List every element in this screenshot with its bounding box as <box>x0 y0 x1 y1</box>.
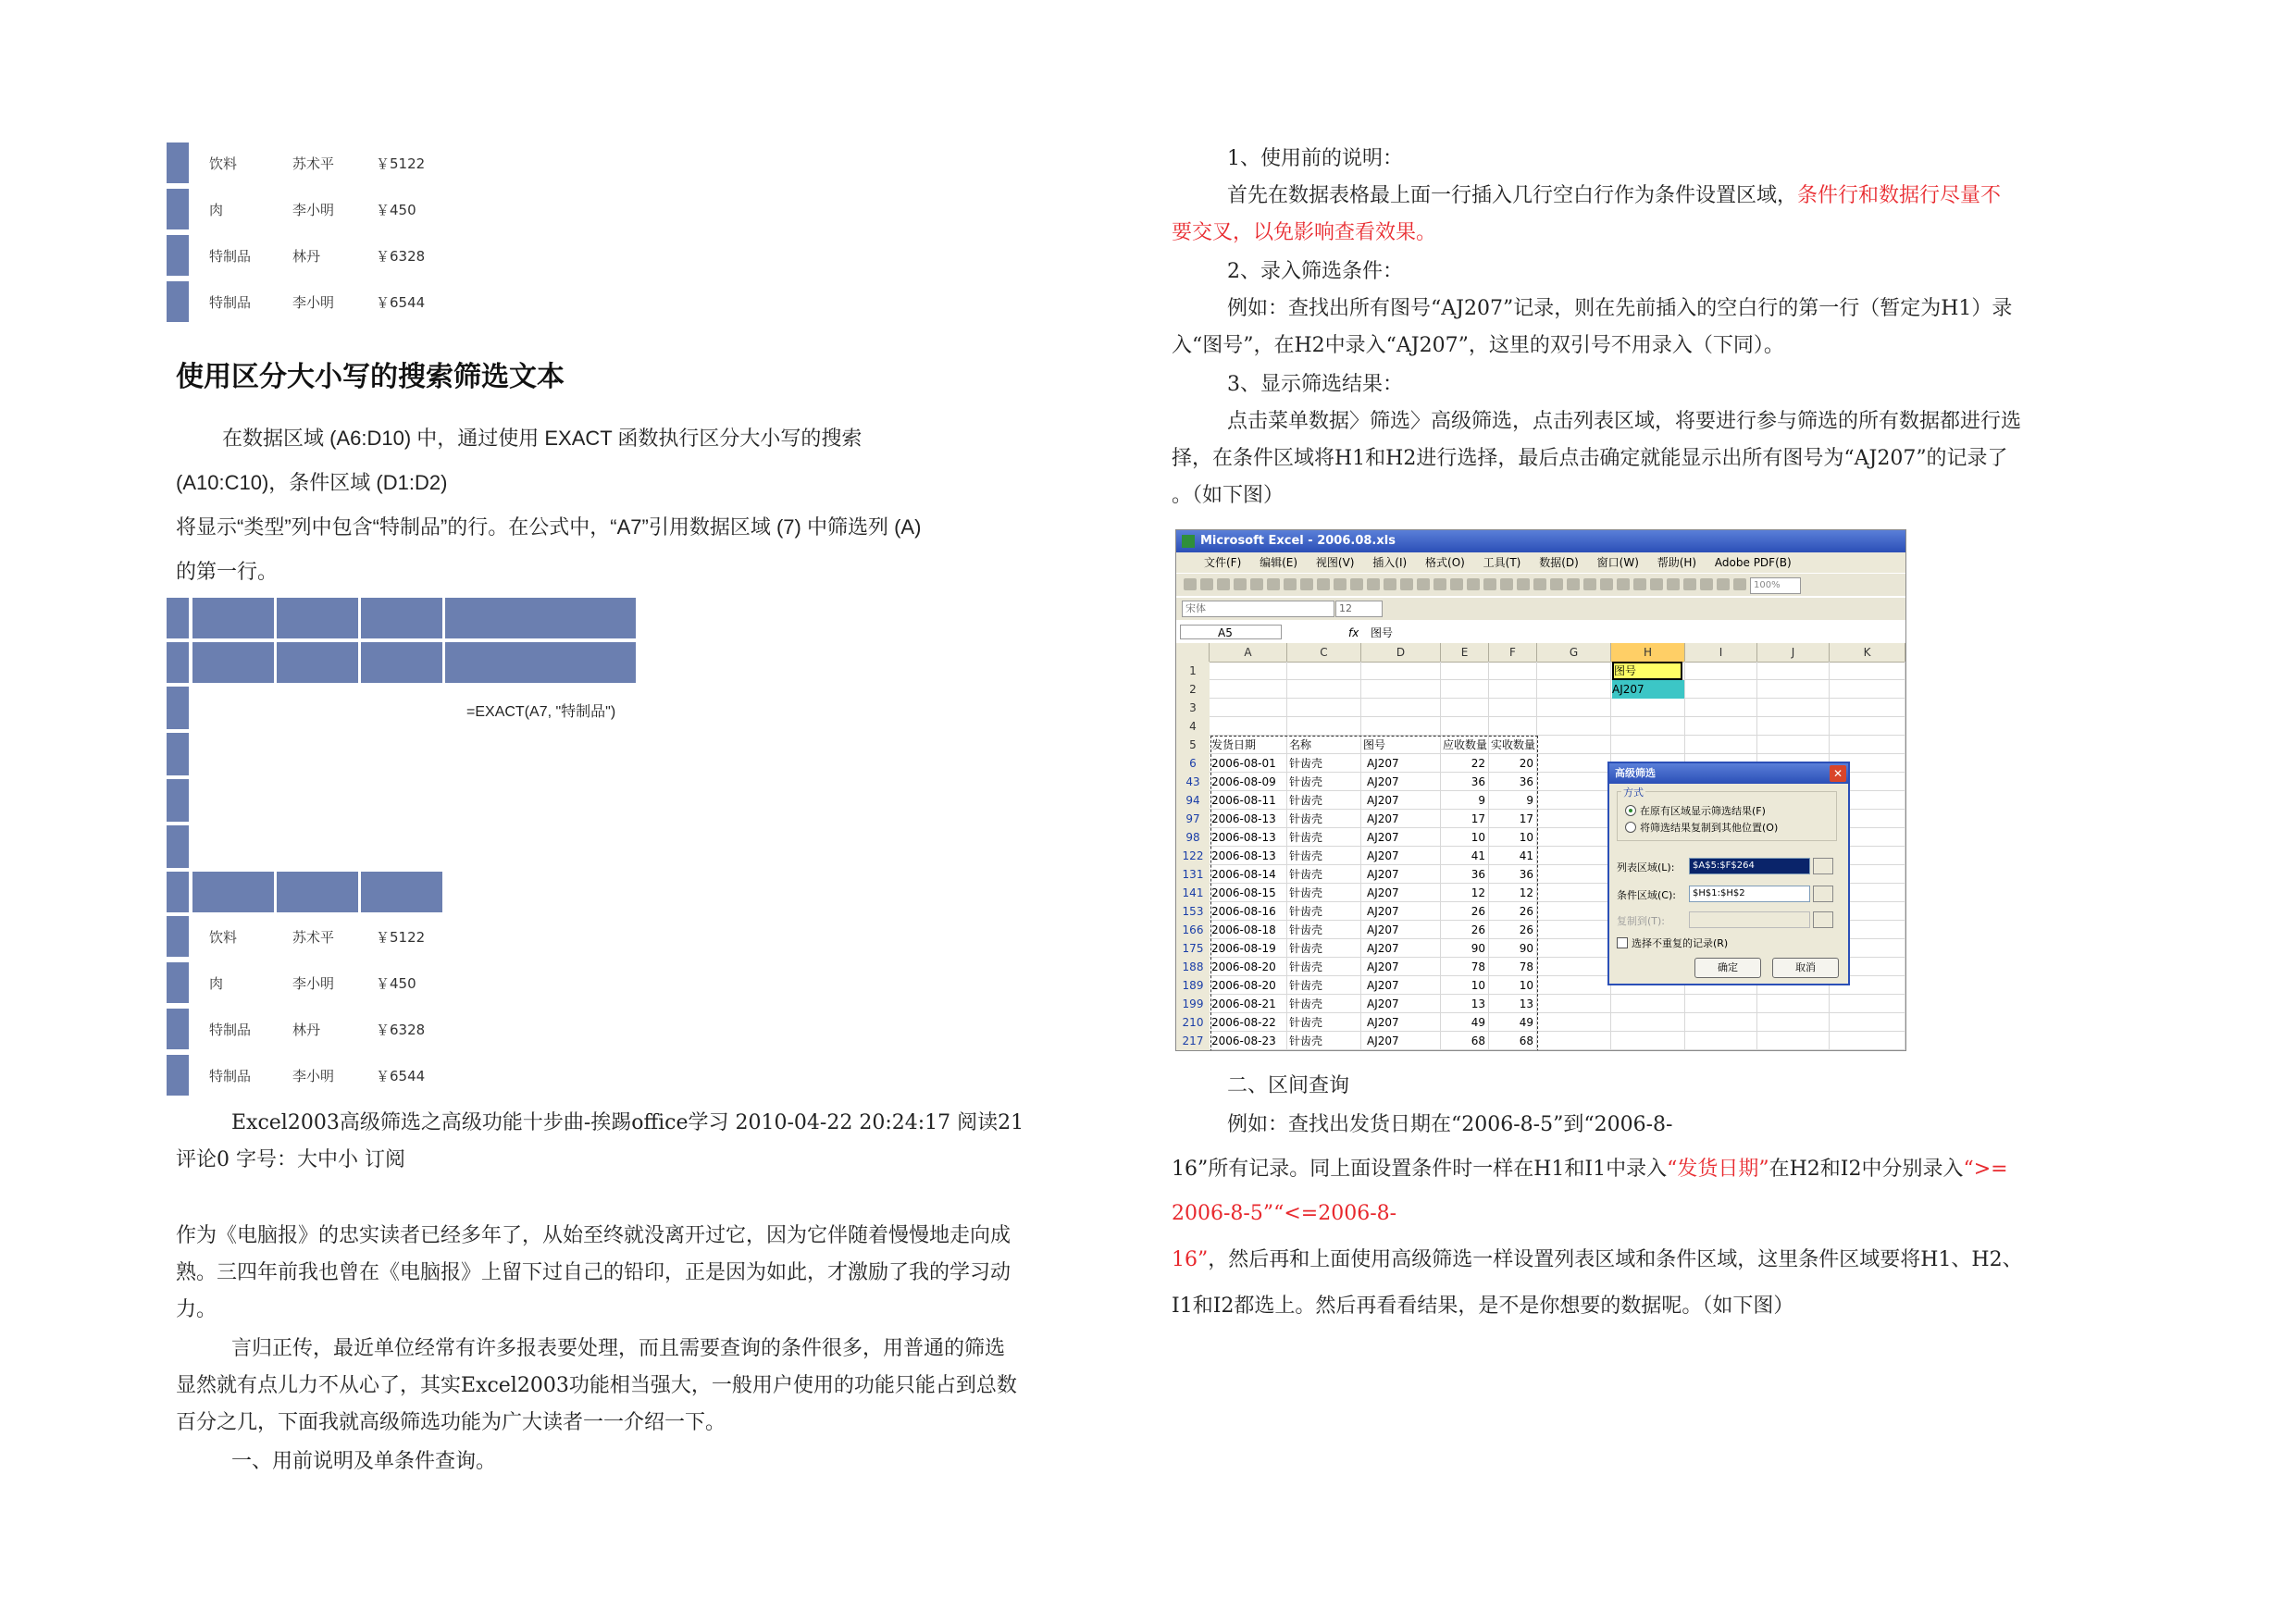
data-cell[interactable]: AJ207 <box>1367 997 1399 1010</box>
excel-menubar <box>1176 552 1905 573</box>
amount-cell: ￥6544 <box>376 294 426 311</box>
zoom-box[interactable]: 100% <box>1750 577 1801 594</box>
grid-cell <box>192 598 274 638</box>
category-cell: 肉 <box>209 202 224 218</box>
toolbar-button-icon[interactable] <box>1517 578 1530 590</box>
excel-screenshot <box>1175 529 1906 1051</box>
toolbar-button-icon[interactable] <box>1250 578 1263 590</box>
fx-icon: fx <box>1348 626 1359 639</box>
step-2-line-b: 入“图号”，在H2中录入“AJ207”，这里的双引号不用录入（下同）。 <box>1172 334 1784 357</box>
dialog-title: 高级筛选 <box>1609 763 1848 784</box>
rq-text-c: ，然后再和上面使用高级筛选一样设置列表区域和条件区域，这里条件区域要将H1、H2、 <box>1208 1248 2023 1271</box>
data-cell[interactable]: 2006-08-14 <box>1211 868 1276 881</box>
step-2-title: 2、录入筛选条件： <box>1227 260 1403 283</box>
table-row <box>167 1055 444 1096</box>
data-cell[interactable]: AJ207 <box>1367 960 1399 973</box>
data-cell[interactable]: 针齿壳 <box>1289 849 1323 862</box>
data-cell[interactable]: 针齿壳 <box>1289 794 1323 807</box>
grid-cell <box>361 872 442 912</box>
font-size-box[interactable]: 12 <box>1335 601 1383 617</box>
data-cell[interactable]: 49 <box>1471 1016 1485 1029</box>
data-cell[interactable]: 针齿壳 <box>1289 942 1323 955</box>
data-cell[interactable]: AJ207 <box>1367 886 1399 899</box>
data-cell[interactable]: 针齿壳 <box>1289 775 1323 788</box>
category-cell: 饮料 <box>209 929 238 946</box>
menu-window[interactable]: 窗口(W) <box>1596 556 1639 569</box>
salesperson-cell: 李小明 <box>292 202 335 218</box>
data-cell[interactable]: 36 <box>1519 868 1533 881</box>
criteria-range-label: 条件区域(C): <box>1617 889 1676 901</box>
category-cell: 特制品 <box>209 1022 252 1038</box>
para-1a: 作为《电脑报》的忠实读者已经多年了，从始至终就没离开过它，因为它伴随着慢慢地走向成 <box>176 1224 1011 1247</box>
row-header[interactable]: 94 <box>1176 791 1210 811</box>
criteria-range-input[interactable]: $H$1:$H$2 <box>1689 886 1810 902</box>
data-cell[interactable]: 针齿壳 <box>1289 923 1323 936</box>
unique-records-checkbox[interactable] <box>1617 937 1628 948</box>
data-cell[interactable]: 13 <box>1519 997 1533 1010</box>
intro-line-2: (A10:C10)，条件区域 (D1:D2) <box>176 471 448 494</box>
list-range-input[interactable]: $A$5:$F$264 <box>1689 858 1810 874</box>
table-row <box>167 235 444 276</box>
column-header[interactable]: C <box>1287 643 1361 663</box>
excel-title: Microsoft Excel - 2006.08.xls <box>1200 534 1396 548</box>
row-marker <box>167 281 189 322</box>
grid-cell <box>167 825 189 868</box>
range-query-line-4 <box>1172 1242 2023 1279</box>
data-cell[interactable]: 12 <box>1519 886 1533 899</box>
data-cell[interactable]: 2006-08-13 <box>1211 831 1276 844</box>
toolbar-button-icon[interactable] <box>1617 578 1630 590</box>
grid-cell <box>445 642 636 683</box>
data-cell[interactable]: AJ207 <box>1367 868 1399 881</box>
data-cell[interactable]: 2006-08-21 <box>1211 997 1276 1010</box>
toolbar-button-icon[interactable] <box>1550 578 1563 590</box>
data-cell[interactable]: 10 <box>1519 831 1533 844</box>
data-cell[interactable]: 针齿壳 <box>1289 831 1323 844</box>
column-header[interactable]: F <box>1489 643 1537 663</box>
column-header[interactable]: K <box>1830 643 1905 663</box>
toolbar-button-icon[interactable] <box>1450 578 1463 590</box>
salesperson-cell: 苏术平 <box>292 929 335 946</box>
menu-help[interactable]: 帮助(H) <box>1657 556 1697 569</box>
intro-line-3: 将显示“类型”列中包含“特制品”的行。在公式中，“A7”引用数据区域 (7) 中筛选列 (A) <box>176 515 922 539</box>
data-cell[interactable]: AJ207 <box>1367 812 1399 825</box>
toolbar-button-icon[interactable] <box>1367 578 1380 590</box>
data-cell[interactable]: 针齿壳 <box>1289 960 1323 973</box>
amount-cell: ￥6544 <box>376 1068 426 1084</box>
data-cell[interactable]: 26 <box>1519 905 1533 918</box>
menu-insert[interactable]: 插入(I) <box>1372 556 1408 569</box>
data-cell[interactable]: 26 <box>1471 923 1485 936</box>
column-header[interactable]: I <box>1685 643 1757 663</box>
para-2c: 百分之几，下面我就高级筛选功能为广大读者一一介绍一下。 <box>176 1411 726 1434</box>
toolbar-button-icon[interactable] <box>1317 578 1330 590</box>
range-query-line-2 <box>1172 1151 2008 1188</box>
grid-cell <box>361 642 442 683</box>
data-cell[interactable]: 10 <box>1471 831 1485 844</box>
grid-cell <box>167 779 189 822</box>
unique-records-label: 选择不重复的记录(R) <box>1632 937 1729 949</box>
data-cell[interactable]: 2006-08-16 <box>1211 905 1276 918</box>
toolbar-button-icon[interactable] <box>1633 578 1646 590</box>
rq-red-3: 16” <box>1172 1248 1209 1271</box>
menu-file[interactable]: 文件(F) <box>1204 556 1242 569</box>
criteria-header-cell[interactable]: 图号 <box>1612 662 1682 680</box>
excel-titlebar <box>1176 530 1905 552</box>
row-marker <box>167 916 189 957</box>
row-marker <box>167 142 189 183</box>
header-cell[interactable]: 名称 <box>1289 738 1312 751</box>
menu-data[interactable]: 数据(D) <box>1539 556 1579 569</box>
article-header-2: 评论0 字号：大中小 订阅 <box>176 1148 405 1171</box>
rq-text-a: 16”所有记录。同上面设置条件时一样在H1和I1中录入 <box>1172 1158 1668 1181</box>
data-cell[interactable]: 36 <box>1471 775 1485 788</box>
row-header[interactable]: 98 <box>1176 828 1210 848</box>
amount-cell: ￥6328 <box>376 1022 426 1038</box>
column-header[interactable]: H <box>1611 643 1685 663</box>
data-cell[interactable]: AJ207 <box>1367 849 1399 862</box>
toolbar-button-icon[interactable] <box>1300 578 1313 590</box>
salesperson-cell: 林丹 <box>292 1022 321 1038</box>
data-cell[interactable]: 36 <box>1519 775 1533 788</box>
toolbar-button-icon[interactable] <box>1600 578 1613 590</box>
rq-red-1: “发货日期” <box>1667 1158 1769 1181</box>
table-row <box>167 962 444 1003</box>
ok-button[interactable]: 确定 <box>1694 958 1761 978</box>
intro-line-1: 在数据区域 (A6:D10) 中，通过使用 EXACT 函数执行区分大小写的搜索 <box>222 427 863 450</box>
excel-app-icon <box>1182 535 1195 548</box>
amount-cell: ￥450 <box>376 975 416 992</box>
grid-cell <box>277 642 358 683</box>
data-cell[interactable]: AJ207 <box>1367 923 1399 936</box>
row-marker <box>167 235 189 276</box>
copy-to-collapse-button[interactable] <box>1813 911 1833 928</box>
toolbar-button-icon[interactable] <box>1284 578 1297 590</box>
row-marker <box>167 1055 189 1096</box>
article-header-1: Excel2003高级筛选之高级功能十步曲-挨踢office学习 2010-04-22 20:24:17 阅读21 <box>231 1111 1024 1134</box>
row-header[interactable]: 5 <box>1176 736 1210 755</box>
data-cell[interactable]: 9 <box>1526 794 1533 807</box>
data-cell[interactable]: 20 <box>1519 757 1533 770</box>
row-marker <box>167 962 189 1003</box>
formula-value[interactable]: 图号 <box>1371 626 1394 639</box>
category-cell: 特制品 <box>209 1068 252 1084</box>
data-cell[interactable]: 针齿壳 <box>1289 812 1323 825</box>
data-cell[interactable]: 2006-08-20 <box>1211 979 1276 992</box>
data-cell[interactable]: AJ207 <box>1367 1016 1399 1029</box>
toolbar-button-icon[interactable] <box>1217 578 1230 590</box>
criteria-range-collapse-button[interactable] <box>1813 886 1833 902</box>
step-1-warning: 条件行和数据行尽量不 <box>1797 184 2002 207</box>
toolbar-button-icon[interactable] <box>1700 578 1713 590</box>
range-query-line-1: 例如：查找出发货日期在“2006-8-5”到“2006-8- <box>1227 1113 1673 1136</box>
table-row <box>167 281 444 322</box>
row-header[interactable]: 141 <box>1176 884 1210 903</box>
section-title: 使用区分大小写的搜索筛选文本 <box>176 361 565 393</box>
data-cell[interactable]: 26 <box>1519 923 1533 936</box>
intro-line-4: 的第一行。 <box>176 560 279 583</box>
row-header[interactable]: 189 <box>1176 976 1210 996</box>
data-cell[interactable]: AJ207 <box>1367 905 1399 918</box>
step-1-text: 首先在数据表格最上面一行插入几行空白行作为条件设置区域， <box>1227 184 1798 207</box>
data-cell[interactable]: 13 <box>1471 997 1485 1010</box>
row-header[interactable]: 6 <box>1176 754 1210 774</box>
category-cell: 特制品 <box>209 294 252 311</box>
row-header[interactable]: 4 <box>1176 717 1210 737</box>
grid-line <box>1210 679 1905 680</box>
toolbar-button-icon[interactable] <box>1234 578 1247 590</box>
grid-cell <box>277 598 358 638</box>
radio-copy-to-label: 将筛选结果复制到其他位置(O) <box>1640 822 1779 834</box>
row-header[interactable]: 166 <box>1176 921 1210 940</box>
mode-group <box>1617 787 1837 841</box>
row-marker <box>167 1009 189 1049</box>
data-cell[interactable]: 17 <box>1519 812 1533 825</box>
data-cell[interactable]: 2006-08-23 <box>1211 1035 1276 1047</box>
column-header[interactable]: J <box>1757 643 1830 663</box>
range-query-line-5: I1和I2都选上。然后再看看结果，是不是你想要的数据呢。（如下图） <box>1172 1295 1794 1318</box>
para-1b: 熟。三四年前我也曾在《电脑报》上留下过自己的铅印，正是因为如此，才激励了我的学习动 <box>176 1261 1011 1284</box>
grid-cell <box>445 598 636 638</box>
toolbar-button-icon[interactable] <box>1267 578 1280 590</box>
criteria-value-cell[interactable]: AJ207 <box>1612 680 1684 699</box>
data-cell[interactable]: 2006-08-22 <box>1211 1016 1276 1029</box>
step-1-line-b: 要交叉，以免影响查看效果。 <box>1172 221 1437 244</box>
grid-line <box>1210 716 1905 717</box>
data-cell[interactable]: 68 <box>1471 1035 1485 1047</box>
data-cell[interactable]: 2006-08-13 <box>1211 849 1276 862</box>
data-cell[interactable]: 针齿壳 <box>1289 1035 1323 1047</box>
toolbar-button-icon[interactable] <box>1184 578 1197 590</box>
data-cell[interactable]: 41 <box>1519 849 1533 862</box>
para-3: 一、用前说明及单条件查询。 <box>231 1450 497 1473</box>
toolbar-button-icon[interactable] <box>1583 578 1596 590</box>
row-header[interactable]: 188 <box>1176 958 1210 977</box>
amount-cell: ￥5122 <box>376 155 426 172</box>
radio-in-place-label: 在原有区域显示筛选结果(F) <box>1640 805 1766 817</box>
step-2-line-a: 例如：查找出所有图号“AJ207”记录，则在先前插入的空白行的第一行（暂定为H1）录 <box>1227 297 2013 320</box>
data-cell[interactable]: 2006-08-20 <box>1211 960 1276 973</box>
table-row <box>167 916 444 957</box>
salesperson-cell: 李小明 <box>292 294 335 311</box>
grid-cell <box>167 687 189 729</box>
row-header[interactable]: 43 <box>1176 773 1210 792</box>
toolbar-button-icon[interactable] <box>1533 578 1546 590</box>
toolbar-button-icon[interactable] <box>1483 578 1496 590</box>
grid-cell <box>361 598 442 638</box>
toolbar-button-icon[interactable] <box>1384 578 1396 590</box>
toolbar-button-icon[interactable] <box>1500 578 1513 590</box>
row-header[interactable]: 175 <box>1176 939 1210 959</box>
toolbar-button-icon[interactable] <box>1650 578 1663 590</box>
step-1-title: 1、使用前的说明： <box>1227 147 1403 170</box>
toolbar-button-icon[interactable] <box>1717 578 1730 590</box>
salesperson-cell: 林丹 <box>292 248 321 265</box>
grid-cell <box>192 642 274 683</box>
grid-cell <box>167 598 189 638</box>
table-row <box>167 1009 444 1049</box>
copy-to-label: 复制到(T): <box>1617 915 1666 927</box>
column-header[interactable]: D <box>1361 643 1441 663</box>
data-cell[interactable]: 针齿壳 <box>1289 905 1323 918</box>
data-cell[interactable]: 针齿壳 <box>1289 979 1323 992</box>
toolbar-button-icon[interactable] <box>1683 578 1696 590</box>
row-header[interactable]: 97 <box>1176 810 1210 829</box>
name-box[interactable]: A5 <box>1180 625 1282 639</box>
rq-text-b: 在H2和I2中分别录入 <box>1769 1158 1964 1181</box>
mode-group-label: 方式 <box>1623 787 1644 799</box>
data-cell[interactable]: 36 <box>1471 868 1485 881</box>
step-3-line-c: 。（如下图） <box>1172 484 1285 507</box>
data-cell[interactable]: 90 <box>1471 942 1485 955</box>
data-cell[interactable]: 2006-08-13 <box>1211 812 1276 825</box>
formula-bar <box>1176 623 1905 644</box>
data-cell[interactable]: AJ207 <box>1367 831 1399 844</box>
data-cell[interactable]: AJ207 <box>1367 794 1399 807</box>
data-cell[interactable]: 2006-08-01 <box>1211 757 1276 770</box>
row-marker <box>167 189 189 229</box>
grid-cell <box>167 733 189 775</box>
toolbar-button-icon[interactable] <box>1433 578 1446 590</box>
list-range-label: 列表区域(L): <box>1617 861 1675 873</box>
data-cell[interactable]: 2006-08-15 <box>1211 886 1276 899</box>
data-cell[interactable]: AJ207 <box>1367 1035 1399 1047</box>
toolbar-button-icon[interactable] <box>1334 578 1347 590</box>
data-cell[interactable]: 针齿壳 <box>1289 997 1323 1010</box>
data-cell[interactable]: 26 <box>1471 905 1485 918</box>
data-cell[interactable]: 10 <box>1471 979 1485 992</box>
row-header[interactable]: 122 <box>1176 847 1210 866</box>
data-cell[interactable]: 78 <box>1471 960 1485 973</box>
column-header[interactable]: E <box>1441 643 1489 663</box>
row-header[interactable]: 199 <box>1176 995 1210 1014</box>
column-header[interactable]: A <box>1210 643 1287 663</box>
data-cell[interactable]: 17 <box>1471 812 1485 825</box>
toolbar-button-icon[interactable] <box>1567 578 1580 590</box>
header-cell[interactable]: 图号 <box>1363 738 1386 751</box>
data-cell[interactable]: 12 <box>1471 886 1485 899</box>
data-cell[interactable]: 90 <box>1519 942 1533 955</box>
toolbar-button-icon[interactable] <box>1733 578 1746 590</box>
cancel-button[interactable]: 取消 <box>1772 958 1839 978</box>
font-name-box[interactable]: 宋体 <box>1182 601 1334 617</box>
formatting-toolbar <box>1176 580 1905 620</box>
category-cell: 肉 <box>209 975 224 992</box>
data-cell[interactable]: 41 <box>1471 849 1485 862</box>
toolbar-button-icon[interactable] <box>1350 578 1363 590</box>
copy-to-input[interactable] <box>1689 911 1810 928</box>
data-cell[interactable]: 2006-08-19 <box>1211 942 1276 955</box>
row-header[interactable]: 3 <box>1176 699 1210 718</box>
data-cell[interactable]: 针齿壳 <box>1289 757 1323 770</box>
table-row <box>167 189 444 229</box>
grid-cell <box>192 872 274 912</box>
row-header[interactable]: 1 <box>1176 662 1210 681</box>
row-header[interactable]: 2 <box>1176 680 1210 700</box>
step-3-line-b: 择，在条件区域将H1和H2进行选择，最后点击确定就能显示出所有图号为“AJ207”的记录了 <box>1172 447 2008 470</box>
data-cell[interactable]: 针齿壳 <box>1289 868 1323 881</box>
toolbar-button-icon[interactable] <box>1417 578 1430 590</box>
data-cell[interactable]: 2006-08-11 <box>1211 794 1276 807</box>
step-3-title: 3、显示筛选结果： <box>1227 373 1403 396</box>
data-cell[interactable]: AJ207 <box>1367 775 1399 788</box>
exact-formula: =EXACT(A7, "特制品") <box>466 704 616 720</box>
data-cell[interactable]: AJ207 <box>1367 757 1399 770</box>
salesperson-cell: 苏术平 <box>292 155 335 172</box>
data-cell[interactable]: 49 <box>1519 1016 1533 1029</box>
column-header[interactable]: G <box>1537 643 1611 663</box>
salesperson-cell: 李小明 <box>292 975 335 992</box>
data-cell[interactable]: AJ207 <box>1367 979 1399 992</box>
header-cell[interactable]: 实收数量 <box>1491 738 1536 751</box>
data-cell[interactable]: AJ207 <box>1367 942 1399 955</box>
menu-view[interactable]: 视图(V) <box>1315 556 1355 569</box>
rq-red-2: “>= <box>1963 1158 2008 1181</box>
row-header[interactable]: 210 <box>1176 1013 1210 1033</box>
menu-tools[interactable]: 工具(T) <box>1483 556 1521 569</box>
grid-cell <box>167 642 189 683</box>
data-cell[interactable]: 2006-08-18 <box>1211 923 1276 936</box>
grid-line <box>1210 698 1905 699</box>
grid-cell <box>277 872 358 912</box>
table-row <box>167 142 444 183</box>
select-all-corner[interactable] <box>1176 643 1210 663</box>
para-2b: 显然就有点儿力不从心了，其实Excel2003功能相当强大，一般用户使用的功能只能占到总数 <box>176 1374 1017 1397</box>
toolbar-button-icon[interactable] <box>1467 578 1480 590</box>
header-cell[interactable]: 发货日期 <box>1211 738 1257 751</box>
menu-format[interactable]: 格式(O) <box>1425 556 1465 569</box>
amount-cell: ￥5122 <box>376 929 426 946</box>
data-cell[interactable]: 22 <box>1471 757 1485 770</box>
data-cell[interactable]: 针齿壳 <box>1289 886 1323 899</box>
data-cell[interactable]: 68 <box>1519 1035 1533 1047</box>
radio-in-place[interactable] <box>1625 805 1636 816</box>
step-3-line-a: 点击菜单数据〉筛选〉高级筛选，点击列表区域，将要进行参与筛选的所有数据都进行选 <box>1227 410 2022 433</box>
toolbar-button-icon[interactable] <box>1200 578 1213 590</box>
advanced-filter-dialog <box>1607 762 1850 985</box>
para-1c: 力。 <box>176 1298 217 1321</box>
amount-cell: ￥450 <box>376 202 416 218</box>
amount-cell: ￥6328 <box>376 248 426 265</box>
list-range-collapse-button[interactable] <box>1813 858 1833 874</box>
row-header[interactable]: 131 <box>1176 865 1210 885</box>
header-cell[interactable]: 应收数量 <box>1443 738 1488 751</box>
toolbar-button-icon[interactable] <box>1400 578 1413 590</box>
data-cell[interactable]: 9 <box>1478 794 1485 807</box>
category-cell: 饮料 <box>209 155 238 172</box>
category-cell: 特制品 <box>209 248 252 265</box>
radio-copy-to[interactable] <box>1625 822 1636 833</box>
toolbar-button-icon[interactable] <box>1667 578 1680 590</box>
menu-edit[interactable]: 编辑(E) <box>1260 556 1298 569</box>
menu-adobe-pdf[interactable]: Adobe PDF(B) <box>1714 556 1792 569</box>
step-1-line-a <box>1227 178 2001 215</box>
data-cell[interactable]: 针齿壳 <box>1289 1016 1323 1029</box>
salesperson-cell: 李小明 <box>292 1068 335 1084</box>
data-cell[interactable]: 2006-08-09 <box>1211 775 1276 788</box>
row-header[interactable]: 153 <box>1176 902 1210 922</box>
range-query-title: 二、区间查询 <box>1227 1074 1350 1097</box>
data-cell[interactable]: 78 <box>1519 960 1533 973</box>
grid-cell <box>167 872 189 912</box>
range-query-line-3: 2006-8-5”“<=2006-8- <box>1172 1202 1397 1225</box>
close-icon[interactable]: ✕ <box>1830 765 1846 782</box>
row-header[interactable]: 217 <box>1176 1032 1210 1051</box>
data-cell[interactable]: 10 <box>1519 979 1533 992</box>
para-2a: 言归正传，最近单位经常有许多报表要处理，而且需要查询的条件很多，用普通的筛选 <box>231 1337 1006 1360</box>
